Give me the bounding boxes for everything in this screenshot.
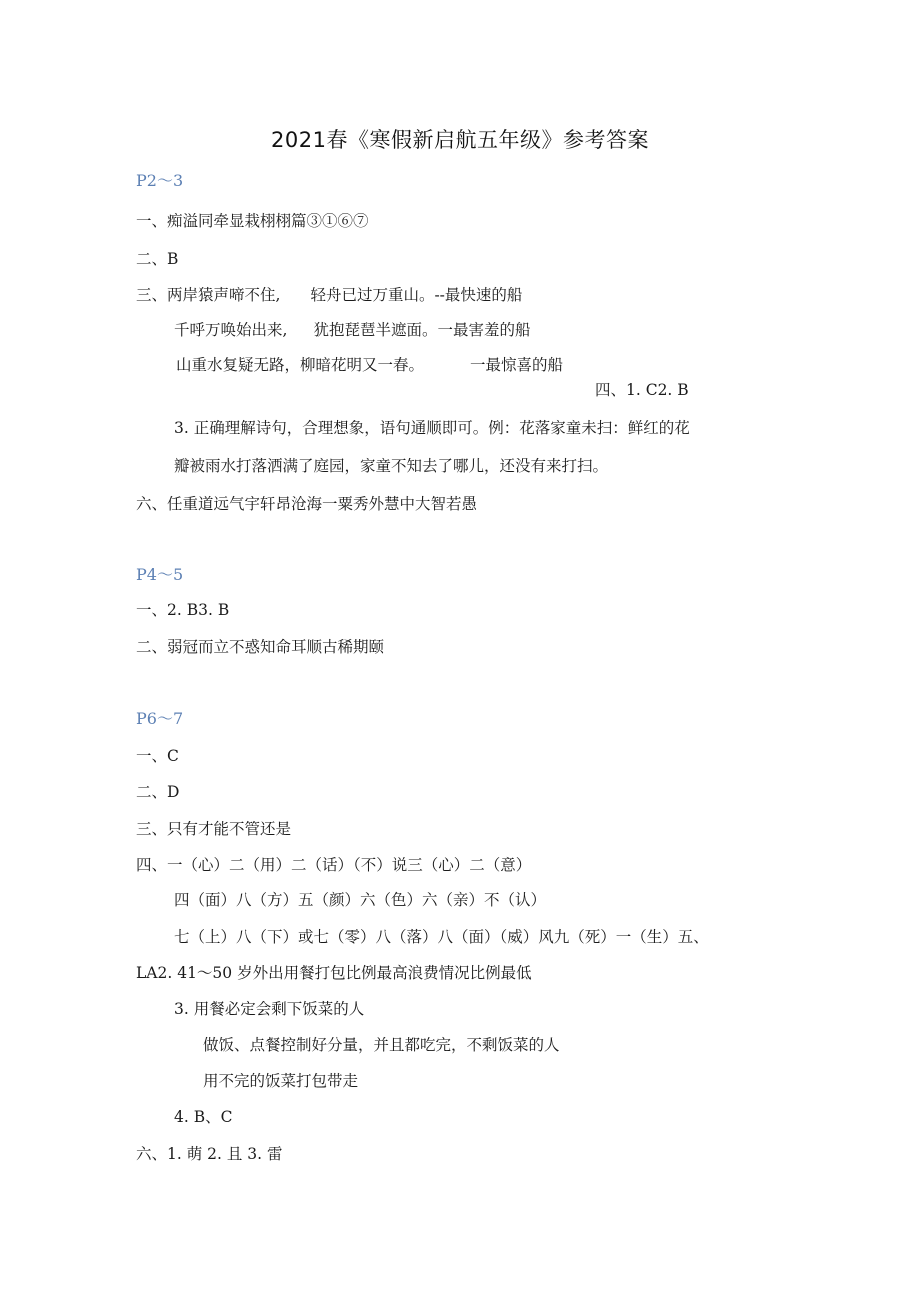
answer-line: [174, 319, 530, 341]
poem-line-second-half: 一最惊喜的船: [470, 356, 564, 374]
answer-line: 3. 正确理解诗句，合理想象，语句通顺即可。例：花落家童未扫：鲜红的花: [174, 419, 690, 437]
answer-line: 一、C: [136, 747, 179, 765]
poem-line-first-half: 三、两岸猿声啼不住,: [136, 286, 281, 304]
answer-line: 二、B: [136, 250, 179, 268]
poem-line-first-half: 千呼万唤始出来,: [174, 321, 288, 339]
answer-line: 二、D: [136, 783, 180, 801]
answer-line: 一、痴溢同牵显栽栩栩篇③①⑥⑦: [136, 212, 369, 230]
poem-line-second-half: 轻舟已过万重山。--最快速的船: [310, 286, 523, 304]
answer-line: 4. B、C: [174, 1108, 233, 1126]
answer-line: 二、弱冠而立不惑知命耳顺古稀期颐: [136, 638, 385, 656]
answer-line: 三、只有才能不管还是: [136, 820, 292, 838]
answer-line: 四、1. C2. B: [595, 381, 689, 399]
answer-line: 3. 用餐必定会剩下饭菜的人: [174, 1000, 365, 1018]
answer-line: 七（上）八（下）或七（零）八（落）八（面）（威）风九（死）一（生）五、: [174, 928, 709, 946]
answer-line: 四、一（心）二（用）二（话）（不）说三（心）二（意）: [136, 856, 532, 874]
page-title: 2021春《寒假新启航五年级》参考答案: [271, 128, 649, 152]
answer-line: 四（面）八（方）五（颜）六（色）六（亲）不（认）: [174, 891, 547, 909]
section-heading-p4-5: P4～5: [136, 565, 184, 584]
answer-line: [176, 354, 563, 376]
answer-line: 用不完的饭菜打包带走: [203, 1072, 359, 1090]
answer-line: 瓣被雨水打落洒满了庭园，家童不知去了哪儿，还没有来打扫。: [174, 457, 609, 475]
answer-line: [136, 284, 522, 306]
answer-line: 一、2. B3. B: [136, 601, 230, 619]
section-heading-p2-3: P2～3: [136, 171, 184, 190]
poem-line-first-half: 山重水复疑无路，柳暗花明又一春。: [176, 356, 425, 374]
answer-line: 六、1. 萌 2. 且 3. 雷: [136, 1145, 283, 1163]
poem-line-second-half: 犹抱琵琶半遮面。一最害羞的船: [313, 321, 531, 339]
answer-line: LA2. 41～50 岁外出用餐打包比例最高浪费情况比例最低: [136, 964, 532, 982]
answer-line: 六、任重道远气宇轩昂沧海一粟秀外慧中大智若愚: [136, 495, 478, 513]
section-heading-p6-7: P6～7: [136, 709, 184, 728]
answer-line: 做饭、点餐控制好分量，并且都吃完，不剩饭菜的人: [203, 1036, 560, 1054]
